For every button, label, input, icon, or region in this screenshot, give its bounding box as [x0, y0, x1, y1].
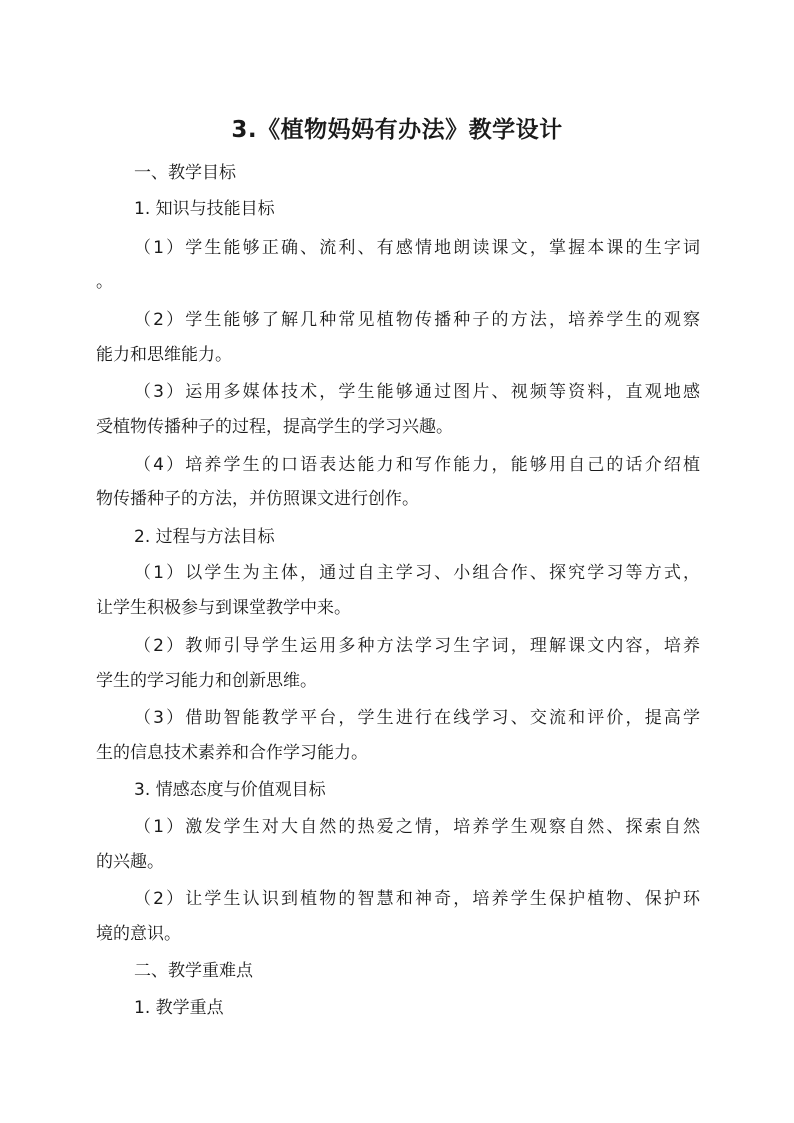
paragraph-line: 境的意识。	[96, 924, 181, 944]
paragraph-line: （1）学生能够正确、流利、有感情地朗读课文，掌握本课的生字词	[134, 238, 700, 258]
paragraph-line: （3）运用多媒体技术，学生能够通过图片、视频等资料，直观地感	[134, 382, 700, 402]
document-title: 3.《植物妈妈有办法》教学设计	[231, 117, 563, 143]
paragraph-line: （3）借助智能教学平台，学生进行在线学习、交流和评价，提高学	[134, 708, 700, 728]
paragraph-line: （2）让学生认识到植物的智慧和神奇，培养学生保护植物、保护环	[134, 889, 700, 909]
paragraph-line: （1）激发学生对大自然的热爱之情，培养学生观察自然、探索自然	[134, 817, 700, 837]
paragraph-line: 学生的学习能力和创新思维。	[96, 671, 317, 691]
paragraph-line: 受植物传播种子的过程，提高学生的学习兴趣。	[96, 417, 453, 437]
paragraph-line: 能力和思维能力。	[96, 345, 232, 365]
subheading-teaching-focus: 1. 教学重点	[134, 998, 224, 1018]
paragraph-line: 让学生积极参与到课堂教学中来。	[96, 598, 351, 618]
paragraph-line: （2）学生能够了解几种常见植物传播种子的方法，培养学生的观察	[134, 310, 700, 330]
section-heading-key-difficult-points: 二、教学重难点	[134, 961, 253, 981]
subheading-knowledge-skills: 1. 知识与技能目标	[134, 199, 275, 219]
paragraph-line: （1）以学生为主体，通过自主学习、小组合作、探究学习等方式，	[134, 563, 700, 583]
subheading-process-methods: 2. 过程与方法目标	[134, 527, 275, 547]
paragraph-line: 的兴趣。	[96, 852, 164, 872]
paragraph-line: 。	[96, 272, 113, 292]
section-heading-objectives: 一、教学目标	[134, 163, 236, 183]
paragraph-line: （2）教师引导学生运用多种方法学习生字词，理解课文内容，培养	[134, 636, 700, 656]
paragraph-line: 生的信息技术素养和合作学习能力。	[96, 743, 368, 763]
subheading-emotion-values: 3. 情感态度与价值观目标	[134, 780, 326, 800]
paragraph-line: （4）培养学生的口语表达能力和写作能力，能够用自己的话介绍植	[134, 455, 700, 475]
paragraph-line: 物传播种子的方法，并仿照课文进行创作。	[96, 489, 419, 509]
